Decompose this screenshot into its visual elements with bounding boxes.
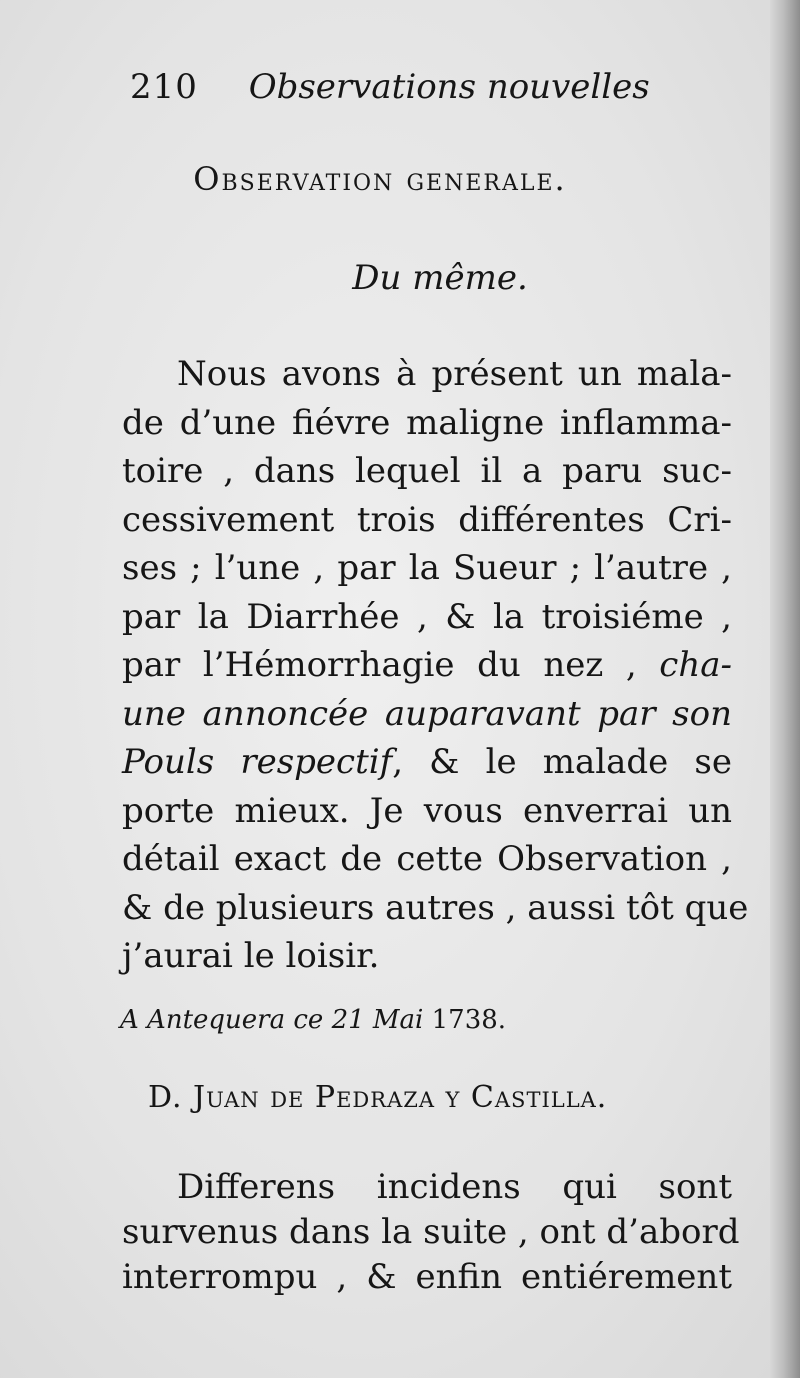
- signature: D. Juan de Pedraza y Castilla.: [148, 1080, 608, 1115]
- text-line: porte mieux. Je vous enverrai un: [122, 790, 732, 831]
- italic-segment: cha-: [659, 645, 732, 685]
- text-line: par la Diarrhée , & la troisiéme ,: [122, 596, 732, 637]
- text-line: j’aurai le loisir.: [122, 936, 380, 976]
- text-segment: par l’Hémorrhagie du nez ,: [122, 645, 660, 685]
- text-line: toire , dans lequel il a paru suc-: [122, 451, 732, 491]
- text-line: Nous avons à présent un mala-: [177, 354, 732, 394]
- running-head: [130, 62, 650, 112]
- section-author: Du même.: [352, 258, 528, 298]
- dateline-place: A Antequera ce 21 Mai: [120, 1005, 424, 1035]
- text-line: de d’une fiévre maligne inflamma-: [122, 402, 732, 443]
- section-title: Observation generale.: [193, 160, 567, 198]
- paragraph-2: [122, 1165, 740, 1300]
- dateline: [120, 1005, 506, 1035]
- text-line: une annoncée auparavant par son: [122, 693, 732, 734]
- page-gutter-shadow: [770, 0, 800, 1378]
- page-number: 210: [130, 67, 198, 107]
- italic-segment: Pouls respectif: [122, 742, 393, 782]
- text-line: Differens incidens qui sont: [177, 1167, 732, 1207]
- text-line: [122, 641, 732, 690]
- text-line: ses ; l’une , par la Sueur ; l’autre ,: [122, 548, 732, 588]
- running-title: Observations nouvelles: [248, 67, 650, 107]
- text-line: & de plusieurs autres , aussi tôt que: [122, 887, 749, 928]
- paragraph-1: [122, 350, 749, 981]
- text-line: cessivement trois différentes Cri-: [122, 499, 732, 540]
- text-line: survenus dans la suite , ont d’abord: [122, 1212, 740, 1252]
- text-line: [122, 738, 732, 787]
- dateline-year: 1738.: [431, 1005, 507, 1035]
- text-segment: , & le malade se: [392, 742, 732, 782]
- text-line: interrompu , & enfin entiérement: [122, 1257, 732, 1297]
- text-line: détail exact de cette Observation ,: [122, 839, 732, 879]
